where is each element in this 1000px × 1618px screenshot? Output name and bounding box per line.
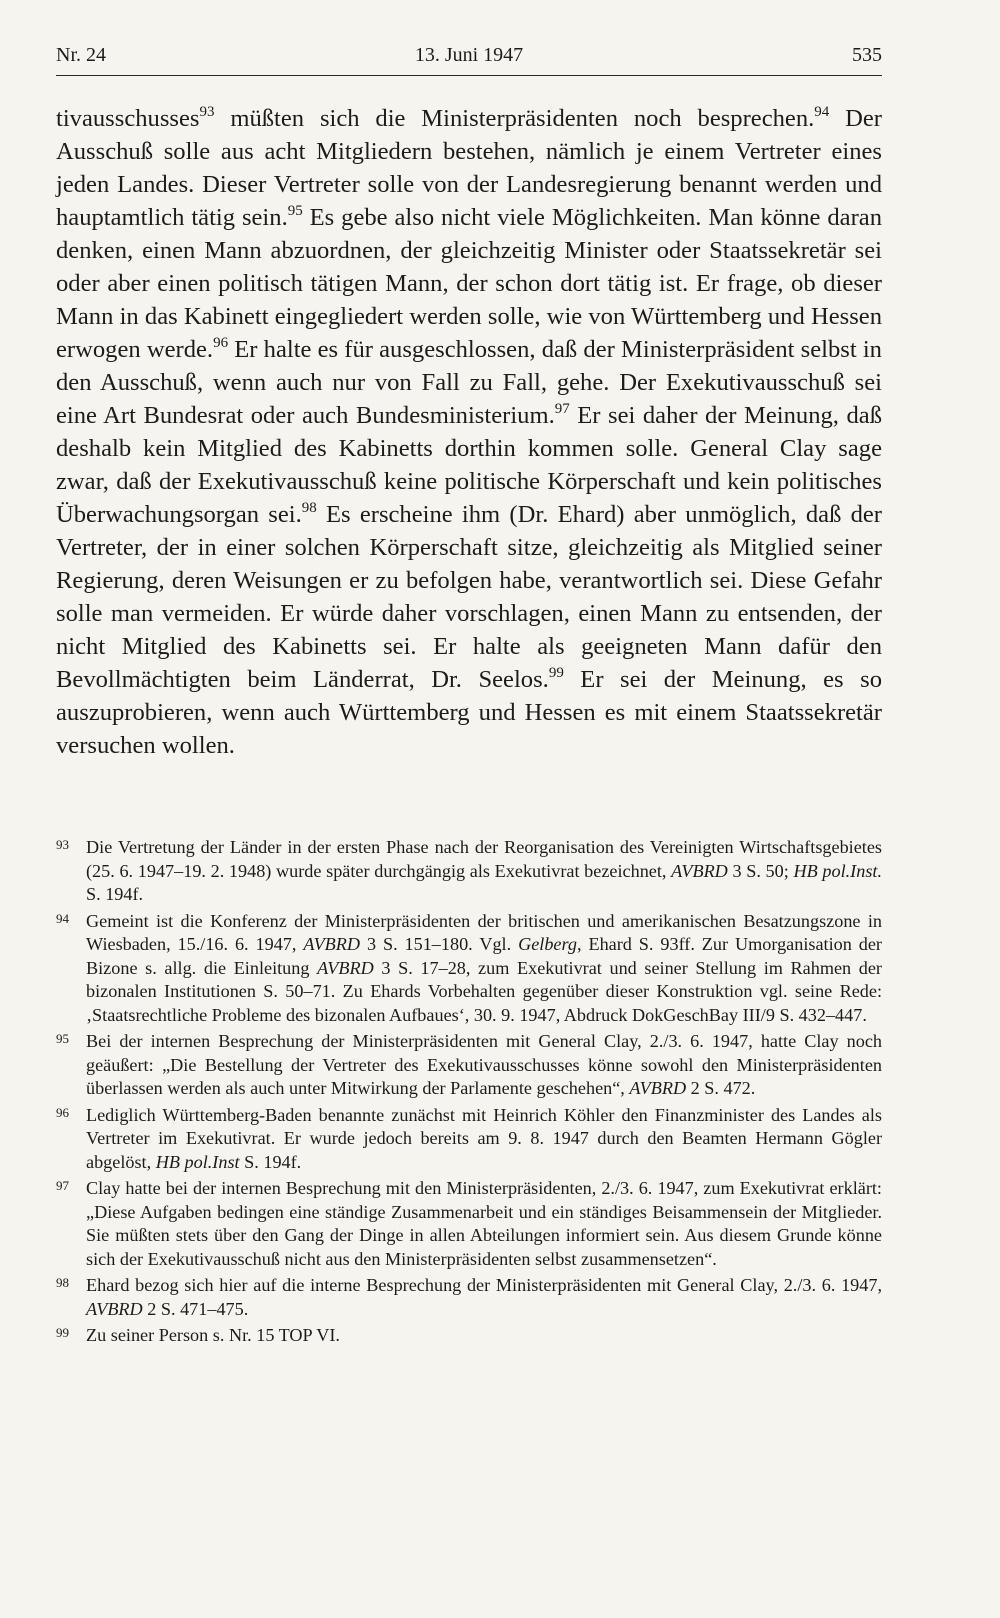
text-segment: Er sei der Meinung, es so auszuprobieren, wenn auch Württemberg und Hessen es mit einem Staatssekretär versuchen wollen. bbox=[56, 666, 882, 759]
footnote-text bbox=[86, 1030, 882, 1101]
footnote-number: 96 bbox=[56, 1104, 69, 1120]
text-segment: Er sei daher der Meinung, daß deshalb kein Mitglied des Kabinetts dorthin kommen solle. General Clay sage zwar, daß der Exekutivausschuß keine politische Körperschaft und kein politisches Überwachungsorgan sei. bbox=[56, 402, 882, 528]
footnote-text bbox=[86, 1274, 882, 1321]
footnote-ref-95[interactable]: 95 bbox=[287, 202, 303, 219]
footnote-text-part: Lediglich Württemberg-Baden benannte zunächst mit Heinrich Köhler den Finanzminister des Landes als Vertreter im Exekutivrat. Er wurde jedoch bereits am 9. 8. 1947 durch den Beamten Hermann Gögler abgelöst, bbox=[86, 1104, 882, 1172]
footnote-98 bbox=[56, 1274, 882, 1321]
footnote-text-part: S. 194f. bbox=[86, 884, 144, 904]
footnote-text-part: Bei der internen Besprechung der Ministerpräsidenten mit General Clay, 2./3. 6. 1947, hatte Clay noch geäußert: „Die Bestellung der Vertreter des Exekutivausschusses könne sowohl den Ministerpräsidenten überlassen werden als auch unter Mitwirkung der Parlamente geschehen“, bbox=[86, 1031, 882, 1098]
footnote-text-part: Clay hatte bei der internen Besprechung mit den Ministerpräsidenten, 2./3. 6. 1947, zum Exekutivrat erklärt: „Diese Aufgaben bedingen eine ständige Zusammenarbeit und ein ständiges Beisammensein der Mitglieder. Sie müßten stets über den Gang der Dinge in allen Abteilungen informiert sein. Aus diesem Grunde könne sich der Exekutivausschuß nicht aus den Ministerpräsidenten selbst zusammensetzen“. bbox=[86, 1178, 882, 1269]
page-header bbox=[56, 44, 882, 76]
footnote-citation: HB pol.Inst bbox=[155, 1151, 240, 1172]
document-number: Nr. 24 bbox=[56, 44, 106, 66]
footnote-97 bbox=[56, 1177, 882, 1271]
page-number: 535 bbox=[852, 44, 882, 66]
text-segment: Es erscheine ihm (Dr. Ehard) aber unmöglich, daß der Vertreter, der in einer solchen Körperschaft sitze, gleichzeitig als Mitglied seiner Regierung, deren Weisungen er zu befolgen habe, verantwortlich sei. Diese Gefahr solle man vermeiden. Er würde daher vorschlagen, einen Mann zu entsenden, der nicht Mitglied des Kabinetts sei. Er halte als geeigneten Mann dafür den Bevollmächtigten beim Länderrat, Dr. Seelos. bbox=[56, 501, 883, 693]
footnote-ref-96[interactable]: 96 bbox=[213, 334, 229, 351]
footnote-ref-94[interactable]: 94 bbox=[814, 103, 830, 120]
footnote-text bbox=[86, 1177, 882, 1271]
footnote-text-part: Die Vertretung der Länder in der ersten Phase nach der Reorganisation des Vereinigten Wirtschaftsgebietes (25. 6. 1947–19. 2. 1948) wurde später durchgängig als Exekutivrat bezeichnet, bbox=[86, 837, 882, 881]
footnote-number: 95 bbox=[56, 1031, 69, 1046]
footnote-text-part: Ehard bezog sich hier auf die interne Besprechung der Ministerpräsidenten mit General Clay, 2./3. 6. 1947, bbox=[86, 1275, 882, 1295]
footnote-text-part: Zu seiner Person s. Nr. 15 TOP VI. bbox=[86, 1325, 340, 1345]
footnote-ref-97[interactable]: 97 bbox=[554, 400, 570, 417]
footnote-94 bbox=[56, 910, 882, 1028]
footnote-citation: AVBRD bbox=[303, 934, 361, 954]
body-paragraph bbox=[56, 102, 882, 762]
text-segment: Der Ausschuß solle aus acht Mitgliedern bestehen, nämlich je einem Vertreter eines jeden Landes. Dieser Vertreter solle von der Landesregierung benannt werden und hauptamtlich tätig sein. bbox=[56, 105, 882, 231]
footnote-text-part: 2 S. 472. bbox=[686, 1078, 756, 1098]
text-segment: Er halte es für ausgeschlossen, daß der Ministerpräsident selbst in den Ausschuß, wenn auch nur von Fall zu Fall, gehe. Der Exekutivausschuß sei eine Art Bundesrat oder auch Bundesministerium. bbox=[56, 336, 882, 429]
footnote-text-part: 3 S. 17–28, zum Exekutivrat und seiner Stellung im Rahmen der bizonalen Institutionen S. 50–71. Zu Ehards Vorbehalten gegenüber dieser Konstruktion vgl. seine Rede: ‚Staatsrechtliche Probleme des bizonalen Aufbaues‘, 30. 9. 1947, Abdruck DokGeschBay III/9 S. 432–447. bbox=[86, 957, 882, 1025]
footnote-96 bbox=[56, 1104, 882, 1175]
footnote-text-part: 3 S. 151–180. Vgl. bbox=[360, 934, 519, 954]
footnote-number: 97 bbox=[56, 1178, 69, 1193]
footnote-ref-93[interactable]: 93 bbox=[199, 103, 215, 120]
footnote-citation: HB pol.Inst. bbox=[793, 860, 882, 881]
footnotes bbox=[56, 836, 882, 1348]
footnote-text-part: 2 S. 471–475. bbox=[142, 1298, 249, 1319]
footnote-citation: AVBRD bbox=[86, 1298, 143, 1319]
footnote-95 bbox=[56, 1030, 882, 1101]
footnote-number: 93 bbox=[56, 837, 69, 852]
footnote-number: 94 bbox=[56, 910, 69, 926]
footnote-ref-98[interactable]: 98 bbox=[301, 499, 317, 516]
footnote-93 bbox=[56, 836, 882, 907]
footnote-number: 98 bbox=[56, 1275, 69, 1290]
body-text bbox=[56, 102, 882, 762]
footnote-text bbox=[86, 836, 882, 907]
footnote-text bbox=[86, 1324, 882, 1348]
footnote-99 bbox=[56, 1324, 882, 1348]
footnote-ref-99[interactable]: 99 bbox=[548, 664, 564, 681]
text-segment: müßten sich die Ministerpräsidenten noch besprechen. bbox=[214, 105, 815, 132]
footnote-author: Gelberg bbox=[518, 934, 577, 954]
text-segment: tivausschusses bbox=[56, 105, 200, 132]
footnote-citation: AVBRD bbox=[671, 860, 728, 881]
footnote-text-part: 3 S. 50; bbox=[727, 860, 794, 881]
footnote-number: 99 bbox=[56, 1325, 69, 1340]
text-segment: Es gebe also nicht viele Möglichkeiten. Man könne daran denken, einen Mann abzuordnen, der gleichzeitig Minister oder Staatssekretär sei oder aber einen politisch tätigen Mann, der schon dort tätig ist. Er frage, ob dieser Mann in das Kabinett eingegliedert werden solle, wie von Württemberg und Hessen erwogen werde. bbox=[56, 204, 882, 363]
footnote-text-part: Gemeint ist die Konferenz der Ministerpräsidenten der britischen und amerikanischen Besatzungszone in Wiesbaden, 15./16. 6. 1947, bbox=[86, 910, 882, 954]
footnote-citation: AVBRD bbox=[317, 957, 374, 978]
footnote-text bbox=[86, 910, 882, 1028]
document-date: 13. Juni 1947 bbox=[414, 44, 524, 66]
footnote-citation: AVBRD bbox=[629, 1078, 687, 1098]
footnote-text-part: , Ehard S. 93ff. Zur Umorganisation der Bizone s. allg. die Einleitung bbox=[86, 934, 882, 978]
footnote-text bbox=[86, 1104, 882, 1175]
footnote-text-part: S. 194f. bbox=[239, 1151, 302, 1172]
document-page bbox=[56, 44, 882, 1351]
